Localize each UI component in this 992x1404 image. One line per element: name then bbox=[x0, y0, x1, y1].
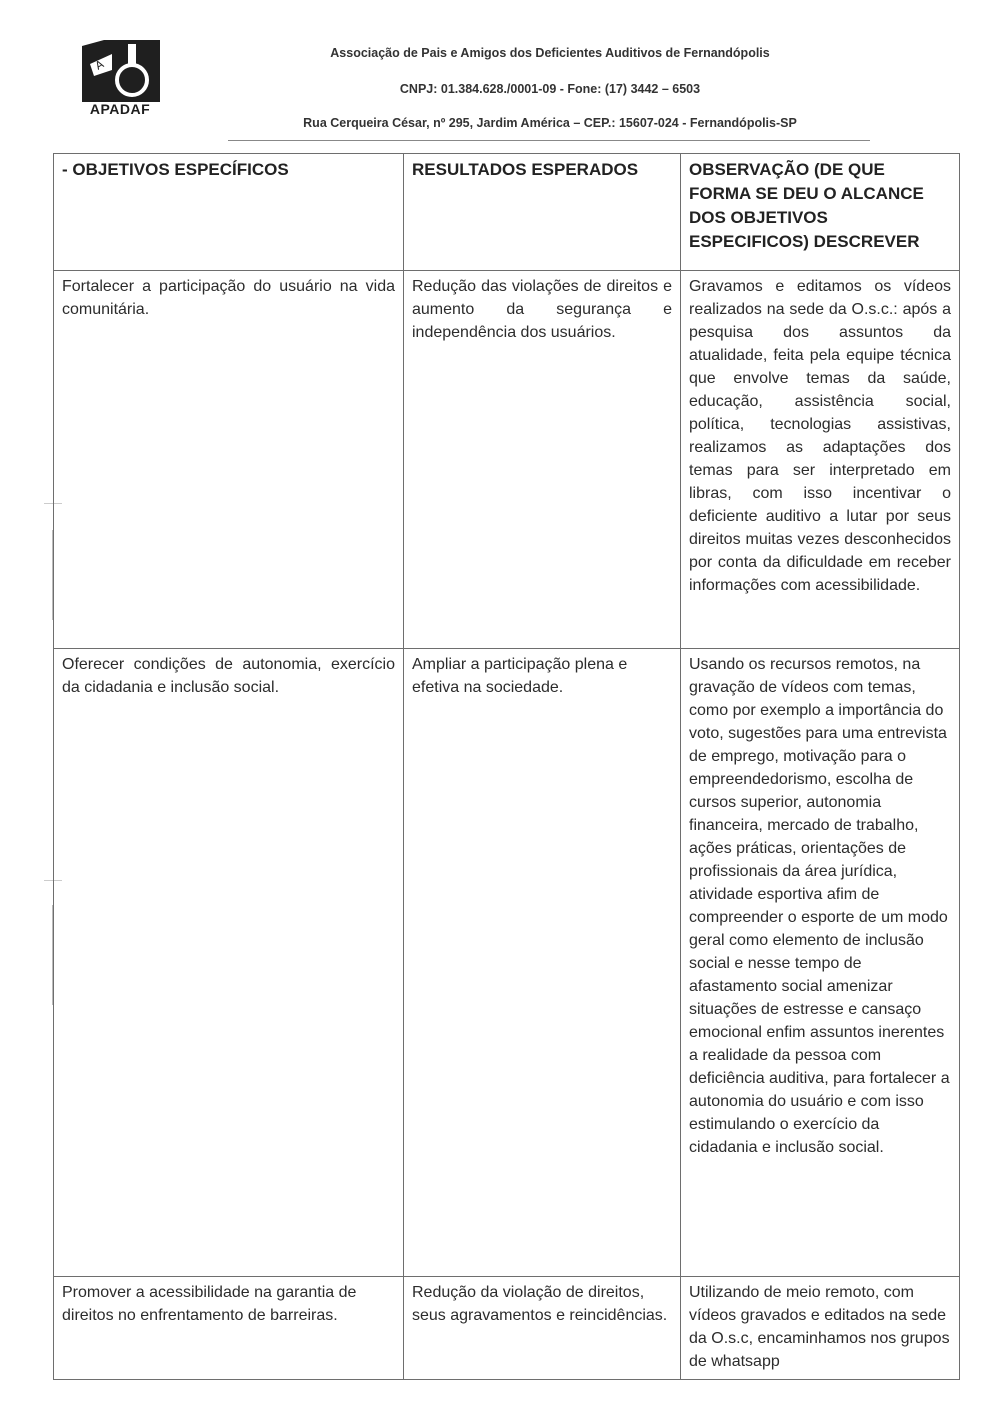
objectives-table bbox=[53, 153, 960, 1380]
table-header-row bbox=[54, 154, 960, 271]
cell-objetivo: Promover a acessibilidade na garantia de direitos no enfrentamento de barreiras. bbox=[54, 1277, 404, 1380]
cell-observacao: Utilizando de meio remoto, com vídeos gravados e editados na sede da O.s.c, encaminhamos nos grupos de whatsapp bbox=[681, 1277, 960, 1380]
header-rule bbox=[228, 140, 870, 141]
cell-resultado: Redução da violação de direitos, seus agravamentos e reincidências. bbox=[404, 1277, 681, 1380]
cell-resultado: Redução das violações de direitos e aumento da segurança e independência dos usuários. bbox=[404, 271, 681, 649]
table-row bbox=[54, 1277, 960, 1380]
organization-name: Associação de Pais e Amigos dos Deficientes Auditivos de Fernandópolis bbox=[330, 46, 770, 60]
svg-text:A: A bbox=[93, 57, 107, 73]
address-line: Rua Cerqueira César, nº 295, Jardim América – CEP.: 15607-024 - Fernandópolis-SP bbox=[303, 116, 797, 130]
cell-objetivo: Oferecer condições de autonomia, exercício da cidadania e inclusão social. bbox=[54, 649, 404, 1277]
table-row bbox=[54, 271, 960, 649]
cell-observacao: Gravamos e editamos os vídeos realizados na sede da O.s.c.: após a pesquisa dos assuntos da atualidade, feita pela equipe técnica que envolve temas da saúde, educação, assistência social, política, tecnologias assistivas, realizamos as adaptações dos temas para ser interpretado em libras, com isso incentivar o deficiente auditivo a lutar por seus direitos muitas vezes desconhecidos por conta da dificuldade em receber informações com acessibilidade. bbox=[681, 271, 960, 649]
header-observacao: OBSERVAÇÃO (DE QUE FORMA SE DEU O ALCANCE DOS OBJETIVOS ESPECIFICOS) DESCREVER bbox=[681, 154, 960, 271]
cell-resultado: Ampliar a participação plena e efetiva na sociedade. bbox=[404, 649, 681, 1277]
header-objetivos: - OBJETIVOS ESPECÍFICOS bbox=[54, 154, 404, 271]
cell-objetivo: Fortalecer a participação do usuário na vida comunitária. bbox=[54, 271, 404, 649]
cnpj-phone-line: CNPJ: 01.384.628./0001-09 - Fone: (17) 3442 – 6503 bbox=[399, 82, 701, 96]
table-row bbox=[54, 649, 960, 1277]
header-resultados: RESULTADOS ESPERADOS bbox=[404, 154, 681, 271]
logo-label: APADAF bbox=[89, 101, 151, 117]
cell-observacao: Usando os recursos remotos, na gravação de vídeos com temas, como por exemplo a importância do voto, sugestões para uma entrevista de emprego, motivação para o empreendedorismo, escolha de cursos superior, autonomia financeira, mercado de trabalho, ações práticas, orientações de profissionais da área jurídica, atividade esportiva afim de compreender o esporte de um modo geral como elemento de inclusão social e nesse tempo de afastamento social amenizar situações de estresse e cansaço emocional enfim assuntos inerentes a realidade da pessoa com deficiência auditiva, para fortalecer a autonomia do usuário e com isso estimulando o exercício da cidadania e inclusão social. bbox=[681, 649, 960, 1277]
